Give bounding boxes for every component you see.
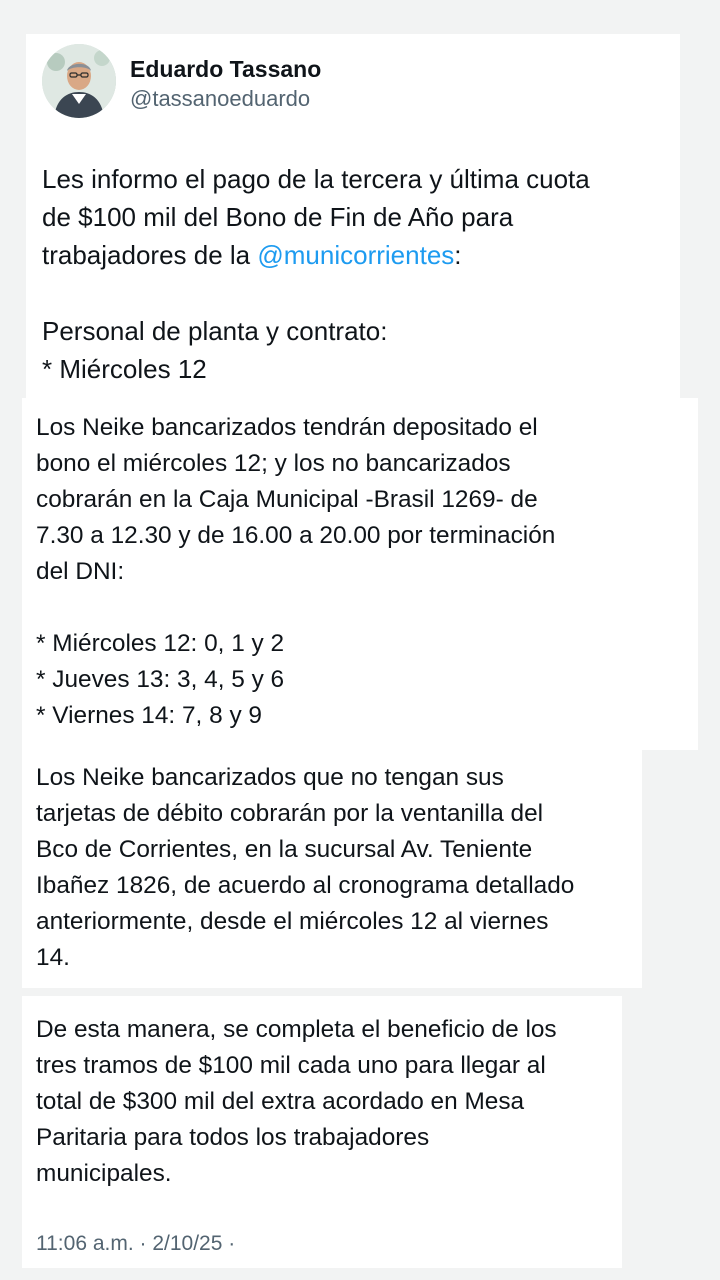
text-line: bono el miércoles 12; y los no bancarizados: [36, 450, 511, 477]
text-line: Paritaria para todos los trabajadores: [36, 1124, 430, 1151]
tweet-line: de $100 mil del Bono de Fin de Año para: [42, 202, 514, 232]
text-line: del DNI:: [36, 558, 125, 585]
text-line: cobrarán en la Caja Municipal -Brasil 1269- de: [36, 486, 538, 513]
text-line: anteriormente, desde el miércoles 12 al viernes: [36, 908, 549, 935]
profile-photo-icon: [42, 44, 116, 118]
tweet-line: Personal de planta y contrato:: [42, 316, 388, 346]
tweet-line-text: trabajadores de la: [42, 240, 258, 270]
avatar[interactable]: [42, 44, 116, 118]
paragraph-gap: [42, 274, 662, 312]
schedule-item: * Viernes 14: 7, 8 y 9: [36, 702, 262, 729]
author-handle[interactable]: @tassanoeduardo: [130, 86, 311, 111]
schedule-item: * Jueves 13: 3, 4, 5 y 6: [36, 666, 285, 693]
tweet-line: * Miércoles 12: [42, 354, 207, 384]
bank-window-block: [36, 760, 646, 976]
tweet-line: Les informo el pago de la tercera y última cuota: [42, 164, 590, 194]
schedule-item: * Miércoles 12: 0, 1 y 2: [36, 630, 285, 657]
text-line: total de $300 mil del extra acordado en Mesa: [36, 1088, 525, 1115]
text-line: Los Neike bancarizados que no tengan sus: [36, 764, 504, 791]
tweet-intro-text: [42, 160, 662, 388]
text-line: De esta manera, se completa el beneficio de los: [36, 1016, 557, 1043]
tweet-line-text: :: [454, 240, 462, 270]
text-line: Bco de Corrientes, en la sucursal Av. Teniente: [36, 836, 533, 863]
text-line: 14.: [36, 944, 70, 971]
author-name[interactable]: Eduardo Tassano: [130, 56, 322, 82]
text-line: municipales.: [36, 1160, 172, 1187]
text-line: tarjetas de débito cobrarán por la ventanilla del: [36, 800, 544, 827]
text-line: Ibañez 1826, de acuerdo al cronograma detallado: [36, 872, 575, 899]
mention-link[interactable]: @municorrientes: [257, 240, 455, 270]
payment-details-block: [36, 410, 646, 734]
paragraph-gap: [36, 590, 646, 626]
text-line: 7.30 a 12.30 y de 16.00 a 20.00 por terminación: [36, 522, 556, 549]
summary-block: [36, 1012, 646, 1192]
text-line: Los Neike bancarizados tendrán depositado el: [36, 414, 538, 441]
tweet-timestamp[interactable]: 11:06 a.m. · 2/10/25 ·: [36, 1232, 236, 1255]
tweet-line: [42, 236, 662, 274]
text-line: tres tramos de $100 mil cada uno para llegar al: [36, 1052, 546, 1079]
